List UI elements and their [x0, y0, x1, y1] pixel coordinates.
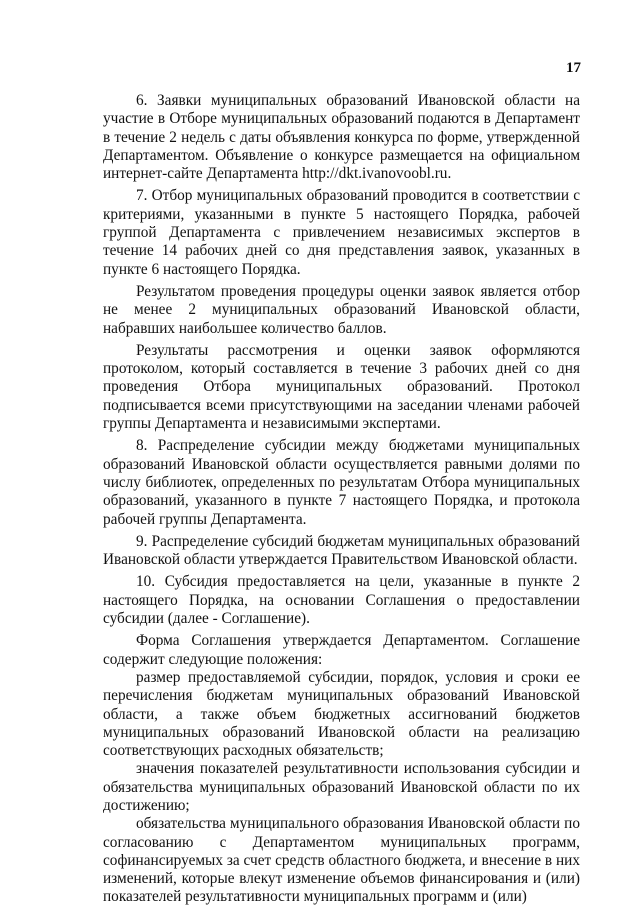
paragraph-10: 10. Субсидия предоставляется на цели, указанные в пункте 2 настоящего Порядка, на основании Соглашения о предоставлении субсидии (далее - Соглашение). — [103, 573, 580, 628]
paragraph-result: Результатом проведения процедуры оценки заявок является отбор не менее 2 муниципальных образований Ивановской области, набравших наибольшее количество баллов. — [103, 282, 580, 337]
paragraph-8: 8. Распределение субсидии между бюджетами муниципальных образований Ивановской области осуществляется равными долями по числу библиотек, определенных по результатам Отбора муниципальных образований, указанного в пункте 7 настоящего Порядка, и протокола рабочей группы Департамента. — [103, 437, 580, 528]
list-item-subsidy-size: размер предоставляемой субсидии, порядок, условия и сроки ее перечисления бюджетам муниципальных образований Ивановской области, а также объем бюджетных ассигнований бюджетов муниципальных образований Ивановской области на реализацию соответствующих расходных обязательств; — [103, 668, 580, 760]
list-item-indicators: значения показателей результативности использования субсидии и обязательства муниципальных образований Ивановской области по их достижению; — [103, 760, 580, 814]
paragraph-protocol: Результаты рассмотрения и оценки заявок оформляются протоколом, который составляется в течение 3 рабочих дней со дня проведения Отбора муниципальных образований. Протокол подписывается всеми присутствующими на заседании членами рабочей группы Департамента и независимыми экспертами. — [103, 341, 580, 433]
paragraph-agreement-form: Форма Соглашения утверждается Департаментом. Соглашение содержит следующие положения: — [103, 632, 580, 668]
page-number: 17 — [566, 60, 581, 76]
paragraph-7: 7. Отбор муниципальных образований проводится в соответствии с критериями, указанными в пункте 5 настоящего Порядка, рабочей группой Департамента с привлечением независимых экспертов в течение 14 рабочих дней со дня представления заявок, указанных в пункте 6 настоящего Порядка. — [103, 187, 580, 278]
document-body — [103, 92, 580, 907]
list-item-obligations: обязательства муниципального образования Ивановской области по согласованию с Департаментом муниципальных программ, софинансируемых за счет средств областного бюджета, и внесение в них изменений, которые влекут изменение объемов финансирования и (или) показателей результативности муниципальных программ и (или) — [103, 815, 580, 906]
paragraph-9: 9. Распределение субсидий бюджетам муниципальных образований Ивановской области утверждается Правительством Ивановской области. — [103, 532, 580, 569]
paragraph-6: 6. Заявки муниципальных образований Ивановской области на участие в Отборе муниципальных образований подаются в Департамент в течение 2 недель с даты объявления конкурса по форме, утвержденной Департаментом. Объявление о конкурсе размещается на официальном интернет-сайте Департамента http://dkt.ivanovoobl.ru. — [103, 92, 580, 183]
